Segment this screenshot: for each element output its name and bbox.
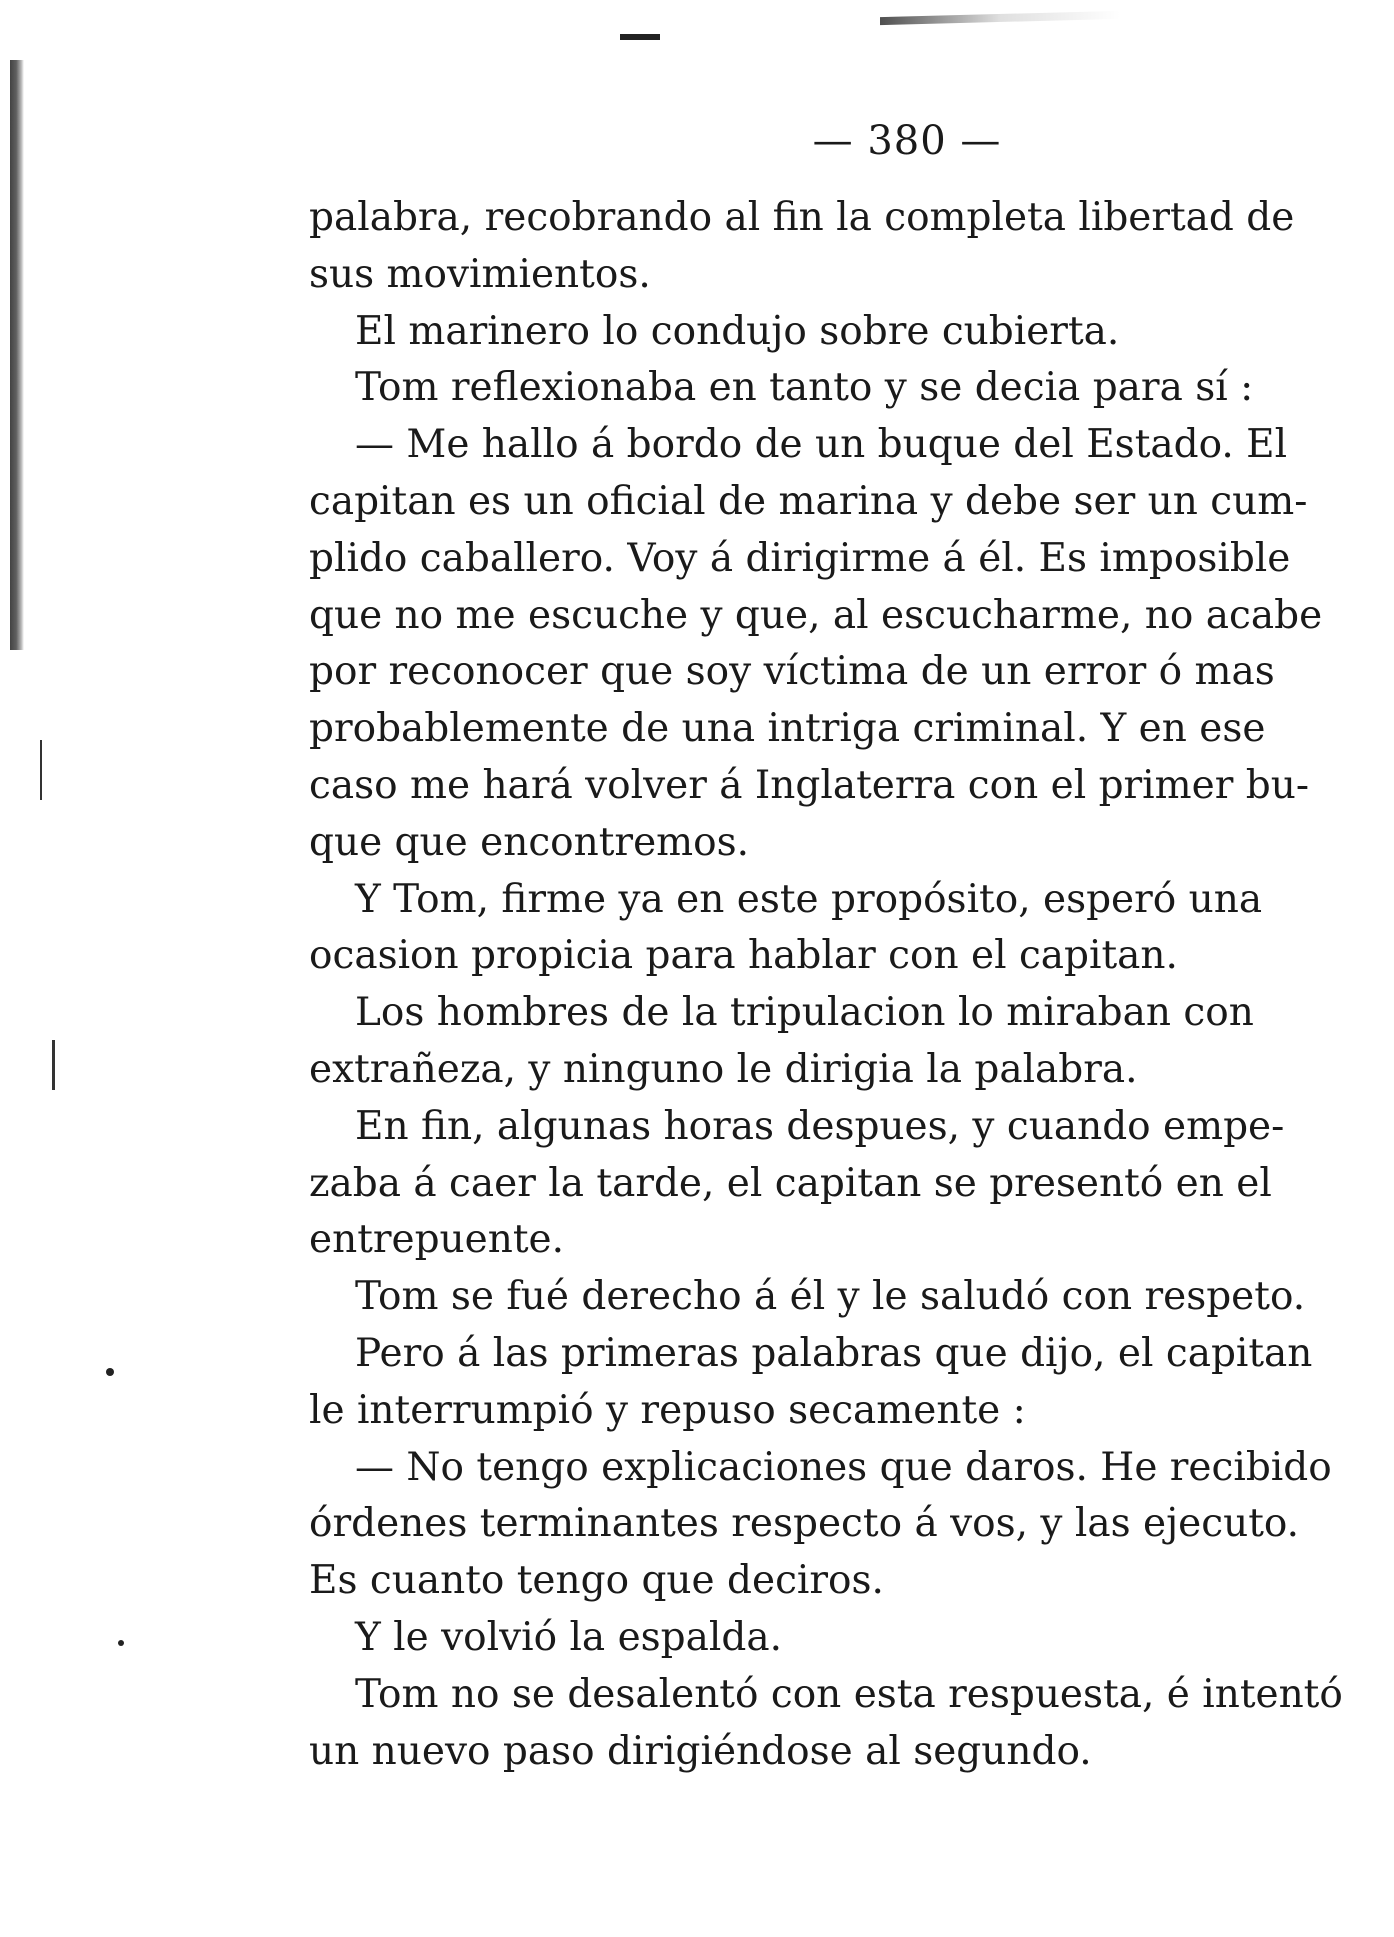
text-line: por reconocer que soy víctima de un error ó mas bbox=[309, 649, 1275, 695]
text-line: entrepuente. bbox=[309, 1217, 565, 1263]
scan-top-smudge bbox=[880, 11, 1120, 25]
text-line: que que encontremos. bbox=[309, 819, 750, 865]
text-line: Tom se fué derecho á él y le saludó con respeto. bbox=[355, 1274, 1306, 1320]
scan-top-mark bbox=[620, 34, 660, 40]
text-line: capitan es un oficial de marina y debe ser un cum- bbox=[309, 478, 1308, 524]
text-line: que no me escuche y que, al escucharme, no acabe bbox=[309, 592, 1323, 638]
text-line: un nuevo paso dirigiéndose al segundo. bbox=[309, 1728, 1092, 1774]
text-line: — No tengo explicaciones que daros. He recibido bbox=[355, 1444, 1332, 1490]
text-line: extrañeza, y ninguno le dirigia la palabra. bbox=[309, 1046, 1138, 1092]
text-line: Es cuanto tengo que deciros. bbox=[309, 1558, 884, 1604]
text-line: probablemente de una intriga criminal. Y en ese bbox=[309, 706, 1266, 752]
text-line: Y le volvió la espalda. bbox=[355, 1614, 782, 1660]
text-line: Tom no se desalentó con esta respuesta, é intentó bbox=[355, 1671, 1343, 1717]
text-line: órdenes terminantes respecto á vos, y las ejecuto. bbox=[309, 1501, 1300, 1547]
text-line: Pero á las primeras palabras que dijo, el capitan bbox=[355, 1330, 1313, 1376]
text-line: sus movimientos. bbox=[309, 251, 651, 297]
text-line: plido caballero. Voy á dirigirme á él. Es imposible bbox=[309, 535, 1291, 581]
text-line: Los hombres de la tripulacion lo miraban con bbox=[355, 990, 1254, 1036]
text-line: zaba á caer la tarde, el capitan se presentó en el bbox=[309, 1160, 1272, 1206]
scan-edge-line bbox=[52, 1040, 55, 1090]
text-line: El marinero lo condujo sobre cubierta. bbox=[355, 308, 1120, 354]
scan-speck bbox=[118, 1640, 124, 1646]
page-number: — 380 — bbox=[812, 118, 1002, 164]
text-line: ocasion propicia para hablar con el capitan. bbox=[309, 933, 1178, 979]
text-line: palabra, recobrando al fin la completa libertad de bbox=[309, 195, 1295, 240]
text-line: — Me hallo á bordo de un buque del Estado. El bbox=[355, 422, 1288, 468]
scan-edge-line bbox=[40, 740, 42, 800]
text-line: En fin, algunas horas despues, y cuando empe- bbox=[355, 1103, 1285, 1149]
scan-speck bbox=[106, 1368, 114, 1376]
body-text bbox=[309, 190, 1343, 1780]
text-line: Tom reflexionaba en tanto y se decia para sí : bbox=[355, 365, 1254, 411]
text-line: caso me hará volver á Inglaterra con el primer bu- bbox=[309, 762, 1310, 808]
text-line: le interrumpió y repuso secamente : bbox=[309, 1387, 1026, 1433]
text-line: Y Tom, firme ya en este propósito, esperó una bbox=[355, 876, 1263, 922]
